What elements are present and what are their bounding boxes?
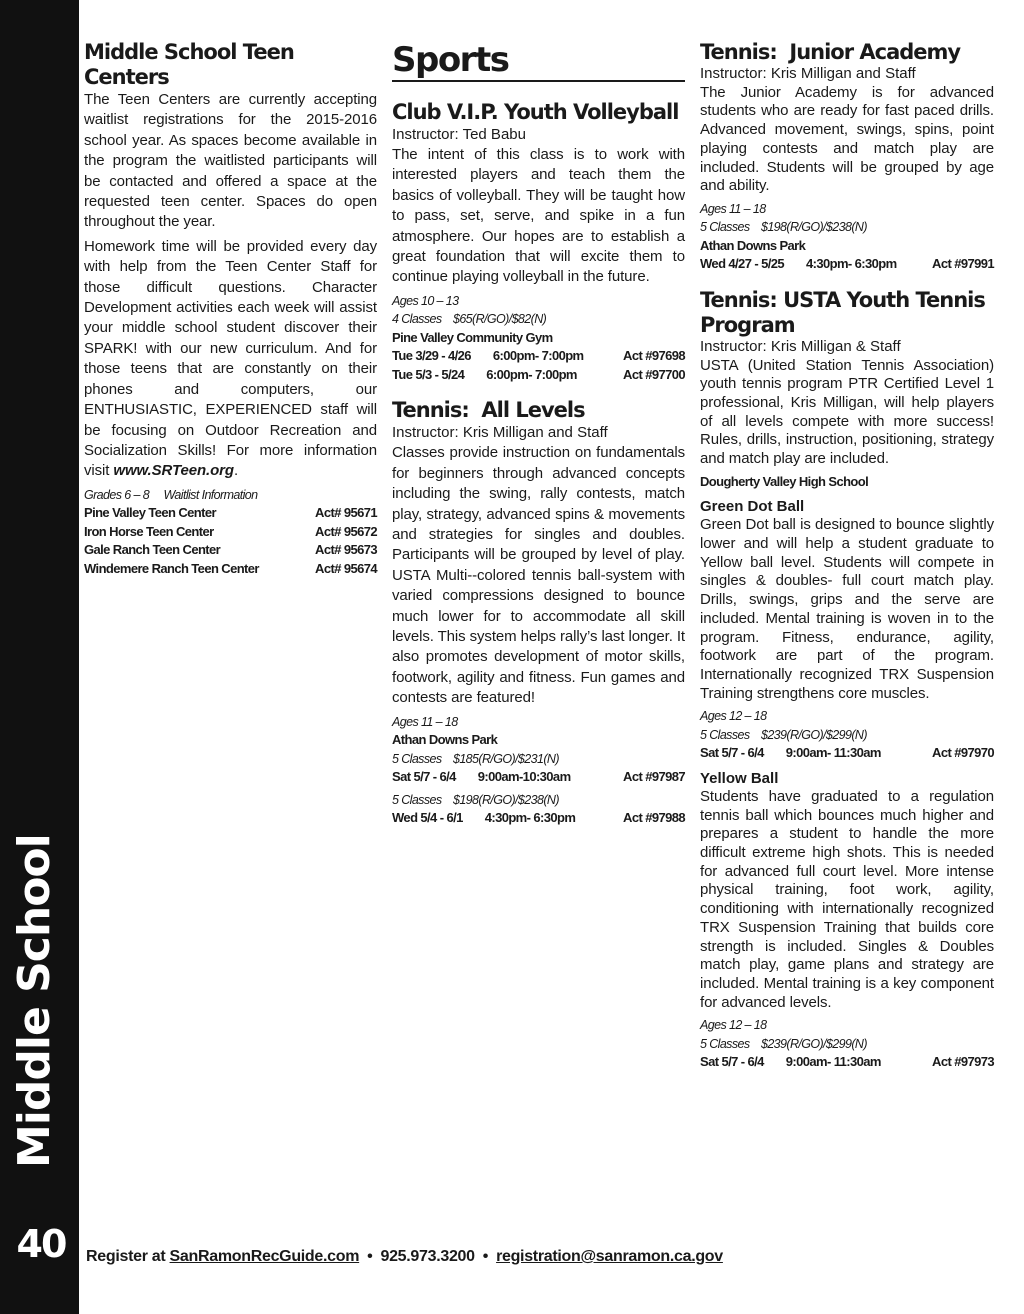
footer-prefix: Register at [86, 1248, 170, 1265]
center-row [84, 504, 377, 523]
details-end: . [233, 462, 239, 480]
schedule-days: Sat 5/7 - 6/4 [700, 1054, 764, 1070]
bullet: • [367, 1248, 373, 1265]
schedule-act: Act #97987 [623, 769, 685, 785]
schedule-time: 6:00pm- 7:00pm [492, 348, 584, 364]
center-row [84, 560, 377, 579]
sidebar [0, 0, 79, 1314]
section-label: Middle School [9, 834, 60, 1168]
center-name: Iron Horse Teen Center [84, 523, 214, 539]
all-levels-price-1: 5 Classes $185(R/GO)/$231(N) [392, 751, 559, 766]
usta-location: Dougherty Valley High School [700, 473, 869, 489]
schedule-row [700, 744, 994, 763]
junior-academy-title: Tennis: Junior Academy [700, 40, 961, 64]
yellow-ball-price: 5 Classes $239(R/GO)/$299(N) [700, 1036, 867, 1051]
srteen-link[interactable]: www.SRTeen.org [113, 462, 234, 480]
junior-academy-ages: Ages 11 – 18 [700, 201, 766, 216]
sports-heading: Sports [392, 40, 685, 82]
yellow-ball-ages: Ages 12 – 18 [700, 1018, 767, 1033]
email-link[interactable]: registration@sanramon.ca.gov [496, 1248, 723, 1265]
junior-academy-instructor: Instructor: Kris Milligan and Staff [700, 65, 916, 82]
schedule-time: 4:30pm- 6:30pm [484, 810, 576, 826]
column-tennis [700, 40, 994, 1072]
schedule-time: 9:00am- 11:30am [785, 745, 881, 761]
volleyball-ages: Ages 10 – 13 [392, 293, 459, 308]
teen-centers-title: Middle School Teen Centers [84, 40, 294, 89]
schedule-row [392, 366, 685, 385]
website-link[interactable]: SanRamonRecGuide.com [169, 1248, 360, 1265]
center-act: Act# 95671 [315, 505, 377, 521]
usta-description: USTA (United Station Tennis Association) youth tennis program PTR Certified Level 1 professional, Kris Milligan, will help players of all levels compete with more success! Rules, drills, instruction, positioning, strategy and match play are included. [700, 356, 994, 468]
schedule-days: Sat 5/7 - 6/4 [700, 745, 764, 761]
bullet: • [482, 1248, 489, 1265]
center-act: Act# 95673 [315, 542, 377, 558]
teen-centers-intro: The Teen Centers are currently accepting waitlist registrations for the 2015-2016 school year. As spaces become available in the program the waitlisted participants will be contacted and offered a space at the requested teen center. Spaces do open throughout the year. [84, 91, 377, 231]
usta-title: Tennis: USTA Youth Tennis Program [700, 287, 985, 337]
schedule-time: 9:00am-10:30am [477, 769, 571, 785]
all-levels-title: Tennis: All Levels [392, 398, 585, 423]
schedule-time: 6:00pm- 7:00pm [486, 366, 577, 382]
schedule-time: 9:00am- 11:30am [785, 1054, 881, 1070]
waitlist-info: Waitlist Information [163, 487, 258, 502]
schedule-act: Act #97700 [623, 366, 685, 382]
schedule-days: Sat 5/7 - 6/4 [392, 769, 456, 785]
center-row [84, 523, 377, 542]
teen-centers-details [84, 237, 377, 482]
green-dot-price: 5 Classes $239(R/GO)/$299(N) [700, 727, 867, 742]
grades-line [84, 486, 377, 505]
green-dot-ages: Ages 12 – 18 [700, 709, 767, 724]
all-levels-ages: Ages 11 – 18 [392, 714, 458, 729]
center-name: Pine Valley Teen Center [84, 505, 216, 521]
junior-academy-description: The Junior Academy is for advanced students who are ready for fast paced drills. Advanced movement, swings, spins, point playing contests and match play are included. Students will be grouped by age and ability. [700, 83, 994, 195]
volleyball-location: Pine Valley Community Gym [392, 329, 553, 345]
junior-academy-price: 5 Classes $198(R/GO)/$238(N) [700, 220, 867, 235]
volleyball-price: 4 Classes $65(R/GO)/$82(N) [392, 312, 547, 327]
schedule-row [700, 1053, 994, 1072]
center-act: Act# 95674 [315, 560, 377, 576]
center-name: Gale Ranch Teen Center [84, 542, 221, 558]
green-dot-title: Green Dot Ball [700, 498, 805, 516]
center-act: Act# 95672 [315, 523, 377, 539]
schedule-act: Act #97988 [623, 810, 685, 826]
volleyball-title: Club V.I.P. Youth Volleyball [392, 100, 679, 124]
volleyball-description: The intent of this class is to work with interested players and teach them the basics of volleyball. They will be taught how to pass, set, serve, and spike in a fun atmosphere. Our hopes are to establish a great foundation that will excite them to continue playing volleyball in the future. [392, 146, 685, 286]
schedule-act: Act #97991 [932, 256, 994, 272]
center-name: Windemere Ranch Teen Center [84, 560, 259, 576]
schedule-days: Tue 5/3 - 5/24 [392, 366, 465, 382]
schedule-row [700, 255, 994, 274]
yellow-ball-title: Yellow Ball [700, 769, 779, 787]
column-sports [392, 40, 685, 828]
schedule-act: Act #97973 [932, 1054, 994, 1070]
center-row [84, 541, 377, 560]
all-levels-description: Classes provide instruction on fundamentals for beginners through advanced concepts including the swing, rally contests, match play, strategy, advanced spins & movements and strategies for singles and doubles. Participants will be grouped by level of play. USTA Multi--colored tennis ball-system with varied compressions designed to bounce much lower for to accommodate all skill levels. This system helps rally’s last longer. It also promotes development of motor skills, footwork, agility and fitness. Fun games and contests are featured! [392, 444, 685, 707]
page-number: 40 [16, 1222, 66, 1266]
usta-instructor: Instructor: Kris Milligan & Staff [700, 337, 901, 355]
schedule-days: Tue 3/29 - 4/26 [392, 348, 471, 364]
schedule-time: 4:30pm- 6:30pm [805, 256, 897, 272]
column-teen-centers [84, 40, 377, 578]
grades: Grades 6 – 8 [84, 487, 150, 502]
schedule-days: Wed 4/27 - 5/25 [700, 256, 784, 272]
schedule-act: Act #97698 [623, 348, 685, 364]
junior-academy-location: Athan Downs Park [700, 237, 806, 253]
schedule-act: Act #97970 [932, 745, 994, 761]
footer [86, 1248, 723, 1266]
yellow-ball-description: Students have graduated to a regulation tennis ball which bounces much higher and prepares a student to handle the more difficult extreme high shots. This is needed for advanced full court level. More intense physical training, foot work, agility, conditioning with internationally recognized TRX Suspension Training that builds core strength is included. Singles & Doubles match play, game plans and strategy are included. Mental training is a key component for advanced levels. [700, 787, 994, 1011]
green-dot-description: Green Dot ball is designed to bounce slightly lower and will help a student graduate to Yellow ball level. Students will compete in singles & doubles- full court match play. Drills, swings, grips and the serve are included. Mental training is woven in to the program. Fitness, endurance, agility, footwork are part of the program. Internationally recognized TRX Suspension Training strengthens core muscles. [700, 516, 994, 702]
volleyball-instructor: Instructor: Ted Babu [392, 126, 526, 143]
all-levels-instructor: Instructor: Kris Milligan and Staff [392, 424, 608, 442]
phone-number: 925.973.3200 [380, 1248, 475, 1265]
schedule-row [392, 768, 685, 787]
all-levels-location: Athan Downs Park [392, 732, 498, 748]
schedule-row [392, 809, 685, 828]
details-text: Homework time will be provided every day with help from the Teen Center Staff for those difficult questions. Character Development activities each week will assist your middle school student discover their SPARK! with our new curriculum. And for those teens that are constantly on their phones and computers, our ENTHUSIASTIC, EXPERIENCED staff will be focusing on Outdoor Recreation and Socialization Skills! For more information visit [84, 237, 377, 480]
schedule-days: Wed 5/4 - 6/1 [392, 810, 463, 826]
schedule-row [392, 347, 685, 366]
all-levels-price-2: 5 Classes $198(R/GO)/$238(N) [392, 792, 559, 807]
